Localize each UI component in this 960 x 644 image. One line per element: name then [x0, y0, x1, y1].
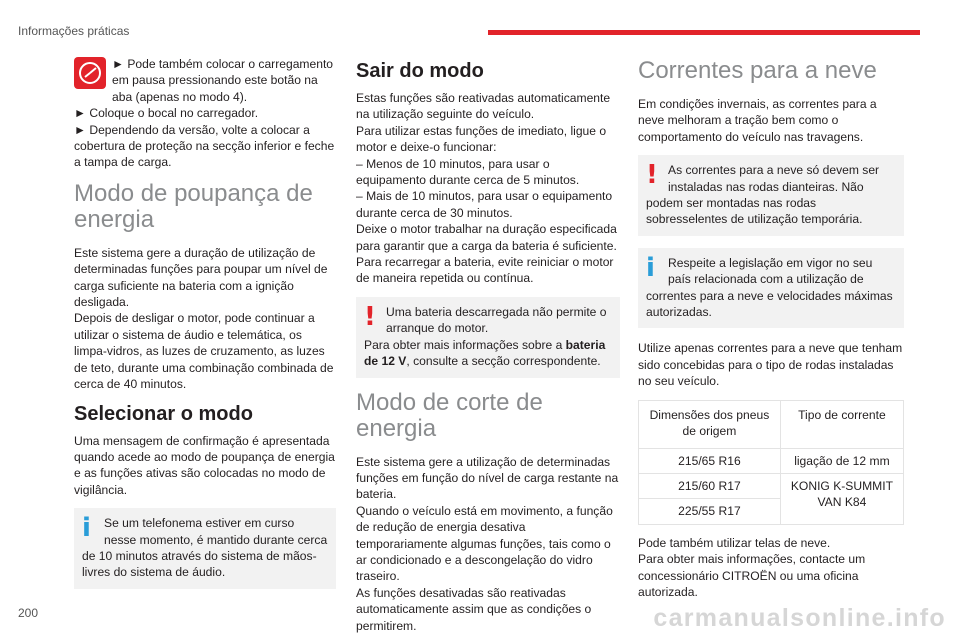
- info-icon: i: [646, 252, 655, 283]
- snow-chain-table: [638, 400, 904, 525]
- heading-exit-mode: Sair do modo: [356, 60, 484, 82]
- closing-line: Pode também utilizar telas de neve.: [638, 535, 831, 550]
- watermark: carmanualsonline.info: [653, 604, 946, 632]
- exit-line: Estas funções são reativadas automaticamente na utilização seguinte do veículo.: [356, 91, 611, 122]
- closing-line: Para obter mais informações, contacte um concessionário CITROËN ou uma oficina autorizada.: [638, 552, 866, 599]
- warning-text-1: Uma bateria descarregada não permite o arranque do motor.: [386, 304, 607, 336]
- warning-text-2-bold: bateria de 12 V: [364, 337, 606, 369]
- table-cell: 215/60 R17: [639, 473, 781, 498]
- exit-line: Para recarregar a bateria, evite reiniciar o motor de maneira repetida ou contínua.: [356, 255, 614, 286]
- heading-select-mode: Selecionar o modo: [74, 402, 253, 425]
- table-cell: KONIG K-SUMMIT VAN K84: [780, 473, 903, 524]
- info-law-text: Respeite a legislação em vigor no seu país relacionada com a utilização de correntes para a neve e velocidades máximas autorizadas.: [646, 255, 893, 320]
- warning-icon: !: [646, 160, 658, 191]
- charge-pause-button-icon: [74, 57, 106, 89]
- warning-text-2-pre: Para obter mais informações sobre a: [364, 337, 566, 352]
- table-row: [639, 473, 904, 498]
- column-right: [638, 56, 904, 610]
- table-row: [639, 448, 904, 473]
- running-header: Informações práticas: [18, 24, 130, 38]
- plug-text: ► Coloque o bocal no carregador.: [74, 106, 259, 121]
- select-mode-text: Uma mensagem de confirmação é apresentada quando acede ao modo de poupança de energia e as funções ativas são colocadas no modo de vigilância.: [74, 433, 335, 497]
- cut-line: As funções desativadas são reativadas automaticamente assim que as condições o permitirem.: [356, 585, 592, 633]
- table-cell: 225/55 R17: [639, 499, 781, 524]
- chains-intro: Em condições invernais, as correntes para a neve melhoram a tração bem como o comportamento do veículo nas travagens.: [638, 97, 877, 144]
- warning-note-battery: [356, 297, 620, 378]
- charge-pause-block: [74, 56, 336, 171]
- table-header: Tipo de corrente: [780, 400, 903, 448]
- heading-energy-saving: Modo de poupança de energia: [74, 179, 313, 233]
- info-note-text: Se um telefonema estiver em curso nesse momento, é mantido durante cerca de 10 minutos através do sistema de mãos-livres do sistema de áudio.: [82, 516, 328, 580]
- heading-power-cut: Modo de corte de energia: [356, 388, 543, 442]
- energy-text-2: Depois de desligar o motor, pode continuar a utilizar o sistema de áudio e telemática, os limpa-vidros, as luzes de cruzamento, as luzes de teto, durante uma combinação combinada de cerca de 40 minutos.: [74, 311, 334, 392]
- charge-pause-text: ► Pode também colocar o carregamento em pausa pressionando este botão na aba (apenas no modo 4).: [112, 57, 334, 104]
- warning-chains-text: As correntes para a neve só devem ser instaladas nas rodas dianteiras. Não podem ser montadas nas rodas sobresselentes de utilização temporária.: [646, 163, 880, 227]
- exit-line: – Mais de 10 minutos, para usar o equipamento durante cerca de 30 minutos.: [356, 189, 613, 220]
- table-header: Dimensões dos pneus de origem: [639, 400, 781, 448]
- cut-line: Quando o veículo está em movimento, a função de redução de energia desativa temporariamente algumas funções, tais como o ar condicionado e a descongelação do vidro traseiro.: [356, 503, 613, 584]
- heading-snow-chains: Correntes para a neve: [638, 57, 877, 84]
- exit-line: Deixe o motor trabalhar na duração especificada para garantir que a carga da bateria é suficiente.: [356, 222, 617, 253]
- exit-line: Para utilizar estas funções de imediato, ligue o motor e deixe-o funcionar:: [356, 123, 607, 155]
- exit-line: – Menos de 10 minutos, para usar o equipamento durante cerca de 5 minutos.: [356, 156, 580, 188]
- info-note-law: [638, 248, 904, 329]
- cut-line: Este sistema gere a utilização de determinadas funções em função do nível de carga restante na bateria.: [356, 454, 619, 502]
- warning-note-chains: [638, 155, 904, 236]
- use-only-text: Utilize apenas correntes para a neve que tenham sido concebidas para o tipo de rodas instaladas no seu veículo.: [638, 341, 903, 389]
- info-icon: i: [82, 513, 91, 544]
- info-note-phone: [74, 508, 336, 589]
- warning-icon: !: [364, 301, 376, 332]
- column-left: [74, 56, 336, 601]
- page-number: 200: [18, 606, 39, 620]
- table-cell: ligação de 12 mm: [780, 448, 903, 473]
- column-middle: [356, 56, 620, 644]
- cover-text: ► Dependendo da versão, volte a colocar a cobertura de proteção na secção inferior e feche a tampa de carga.: [74, 122, 335, 170]
- energy-text-1: Este sistema gere a duração de utilização de determinadas funções para poupar um nível de carga suficiente na bateria com a ignição desligada.: [74, 245, 328, 310]
- table-cell: 215/65 R16: [639, 448, 781, 473]
- warning-text-2-post: , consulte a secção correspondente.: [406, 354, 601, 369]
- header-accent-bar: [488, 30, 920, 35]
